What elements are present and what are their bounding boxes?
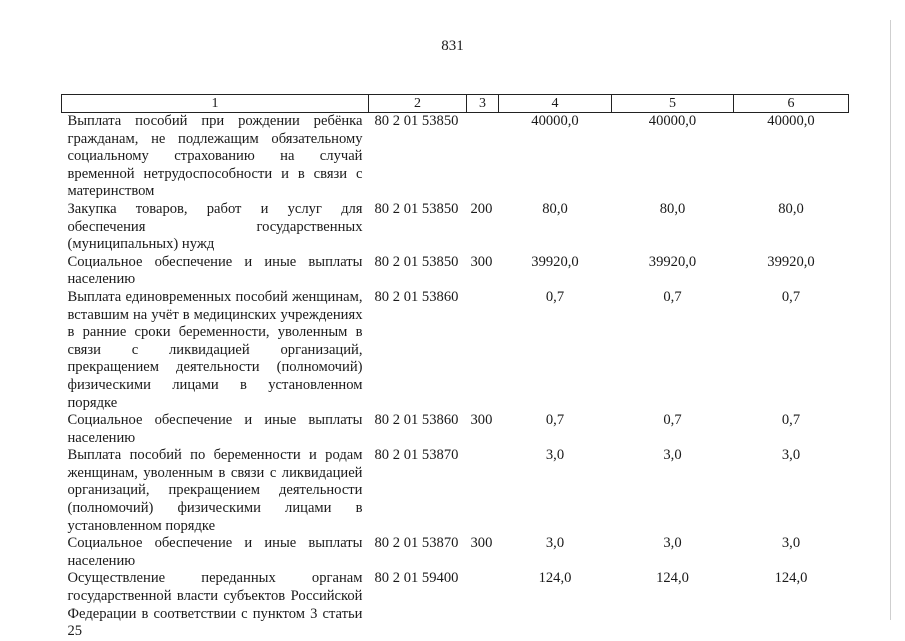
- row-name: Закупка товаров, работ и услуг для обеспечения государственных (муниципальных) нужд: [67, 200, 363, 253]
- row-value-5: 40000,0: [648, 113, 697, 129]
- row-type: 300: [470, 253, 493, 270]
- table-row: [62, 201, 849, 254]
- table-row: [62, 570, 849, 640]
- page-number: 831: [441, 38, 464, 54]
- row-type: 200: [470, 200, 493, 217]
- row-code: 80 2 01 53860: [374, 288, 459, 305]
- row-value-4: 124,0: [538, 570, 572, 587]
- header-col-3: 3: [467, 95, 499, 113]
- row-name: Выплата пособий при рождении ребёнка гражданам, не подлежащим обязательному социальному страхованию на случай временной нетрудоспособности и в связи с материнством: [67, 113, 363, 200]
- row-value-4: 0,7: [545, 288, 565, 305]
- row-value-5: 0,7: [663, 412, 682, 429]
- row-value-4: 39920,0: [531, 253, 579, 270]
- header-col-2: 2: [369, 95, 467, 113]
- row-value-5: 124,0: [656, 570, 689, 587]
- row-value-5: 0,7: [663, 288, 682, 305]
- row-code: 80 2 01 59400: [374, 570, 459, 587]
- row-value-4: 40000,0: [531, 113, 579, 129]
- table-row: [62, 535, 849, 570]
- row-type: 300: [470, 412, 493, 429]
- row-value-6: 40000,0: [767, 113, 815, 129]
- row-name: Выплата пособий по беременности и родам женщинам, уволенным в связи с ликвидацией организаций, прекращением деятельности (полномочий) физическими лицами в установленном порядке: [67, 447, 363, 534]
- row-value-4: 3,0: [545, 535, 565, 552]
- table-row: [62, 447, 849, 535]
- page-edge-line: [890, 20, 891, 620]
- row-value-6: 0,7: [781, 288, 801, 305]
- row-type: [467, 570, 499, 640]
- row-value-4: 80,0: [542, 200, 568, 217]
- row-type: [467, 447, 499, 535]
- row-name: Социальное обеспечение и иные выплаты населению: [67, 535, 363, 569]
- row-value-6: 0,7: [781, 412, 801, 429]
- header-col-4: 4: [499, 95, 612, 113]
- row-name: Осуществление переданных органам государственной власти субъектов Российской Федерации в соответствии с пунктом 3 статьи 25: [67, 570, 363, 640]
- row-code: 80 2 01 53850: [374, 200, 459, 217]
- row-value-6: 3,0: [781, 447, 801, 464]
- row-code: 80 2 01 53870: [374, 447, 459, 464]
- row-value-5: 3,0: [663, 447, 682, 464]
- row-value-6: 3,0: [781, 535, 801, 552]
- row-type: [467, 289, 499, 412]
- header-col-6: 6: [734, 95, 849, 113]
- row-value-4: 3,0: [545, 447, 565, 464]
- row-value-5: 80,0: [659, 200, 686, 217]
- row-value-5: 39920,0: [648, 253, 697, 270]
- table-body: [62, 113, 849, 641]
- row-value-4: 0,7: [545, 412, 565, 429]
- header-col-1: 1: [62, 95, 369, 113]
- table-row: [62, 289, 849, 412]
- table-row: [62, 254, 849, 289]
- row-type: 300: [470, 535, 493, 552]
- row-name: Выплата единовременных пособий женщинам, вставшим на учёт в медицинских учреждениях в ранние сроки беременности, уволенным в связи с ликвидацией организаций, прекращением деятельности (полномочий) физическими лицами в установленном порядке: [67, 288, 363, 411]
- row-code: 80 2 01 53850: [374, 113, 459, 129]
- row-code: 80 2 01 53850: [374, 253, 459, 270]
- row-value-6: 80,0: [778, 200, 804, 217]
- row-code: 80 2 01 53870: [374, 535, 459, 552]
- table-row: [62, 113, 849, 201]
- header-row: [62, 95, 849, 113]
- header-col-5: 5: [612, 95, 734, 113]
- row-value-5: 3,0: [663, 535, 682, 552]
- row-value-6: 39920,0: [767, 253, 815, 270]
- table-header: [62, 95, 849, 113]
- table-row: [62, 412, 849, 447]
- row-name: Социальное обеспечение и иные выплаты населению: [67, 412, 363, 446]
- row-type: [467, 113, 499, 201]
- row-code: 80 2 01 53860: [374, 412, 459, 429]
- row-name: Социальное обеспечение и иные выплаты населению: [67, 253, 363, 288]
- row-value-6: 124,0: [774, 570, 808, 587]
- budget-table: [61, 94, 849, 641]
